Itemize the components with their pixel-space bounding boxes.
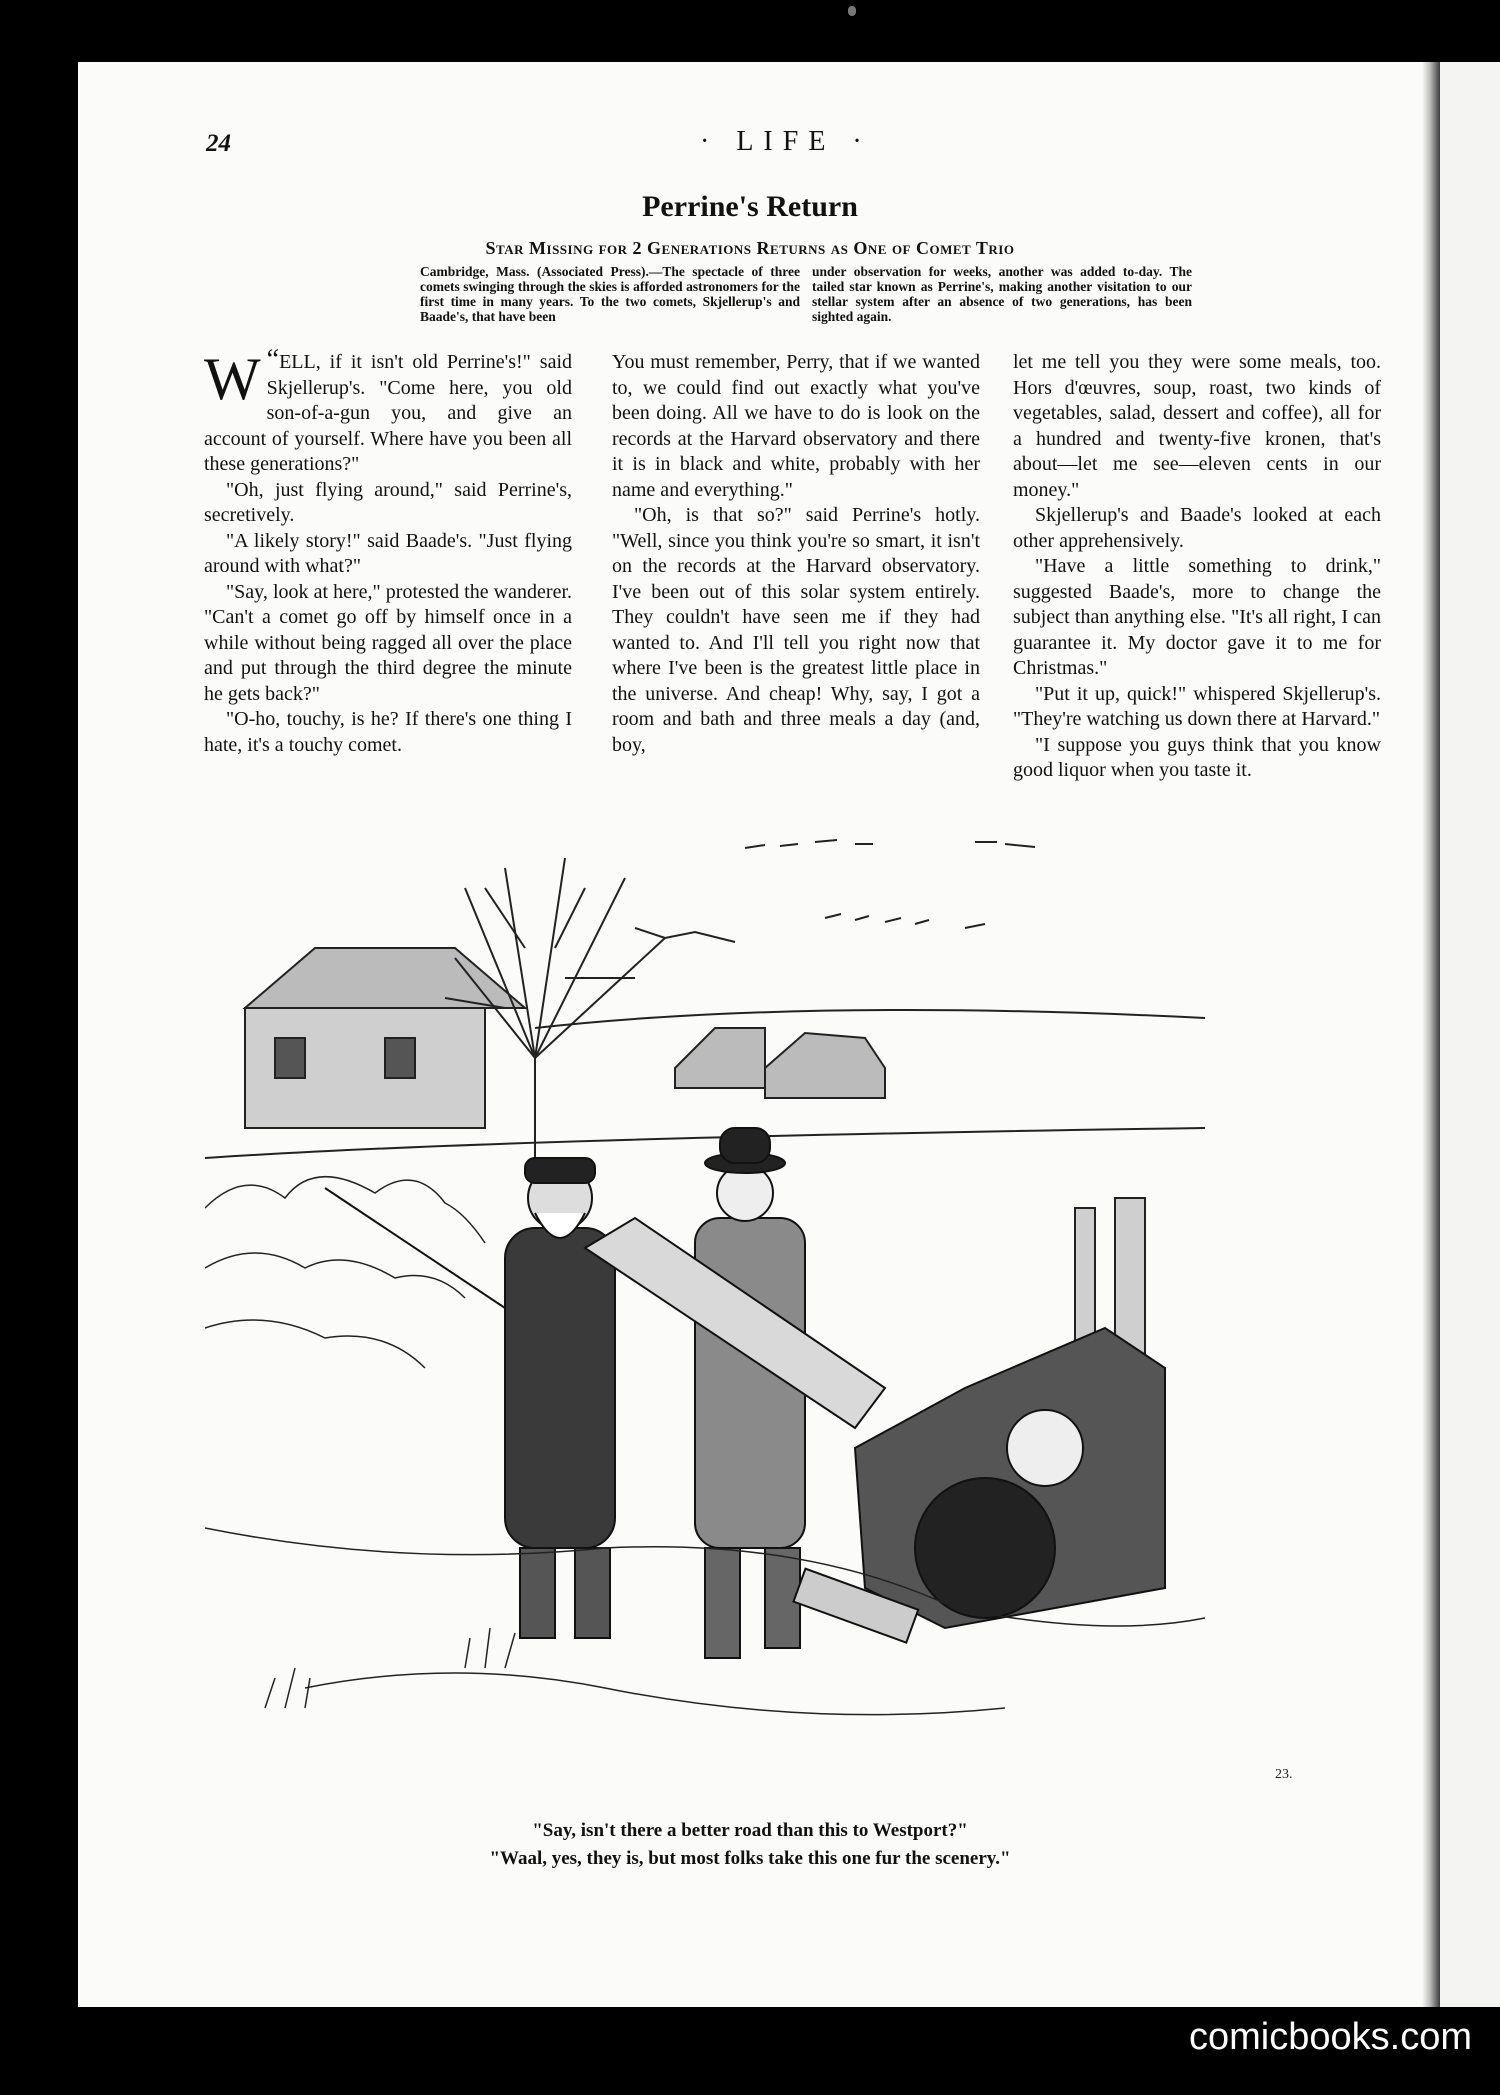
page-number: 24 bbox=[206, 130, 231, 157]
running-head: · LIFE · bbox=[700, 126, 872, 157]
paragraph: "I suppose you guys think that you know good liquor when you taste it. bbox=[1013, 733, 1381, 781]
paragraph: "Say, look at here," protested the wanderer. "Can't a comet go off by himself once in a while without being ragged all over the place and put through the third degree the minute he gets back?" bbox=[204, 580, 572, 705]
news-excerpt-left: Cambridge, Mass. (Associated Press).—The spectacle of three comets swinging through the skies is afforded astronomers for the first time in many years. To the two comets, Skjellerup's and Baade's, that have been bbox=[420, 264, 800, 324]
cartoon-caption-line-2: "Waal, yes, they is, but most folks take this one fur the scenery." bbox=[489, 1848, 1011, 1869]
cartoon-illustration bbox=[205, 828, 1355, 1818]
paragraph: "O-ho, touchy, is he? If there's one thing I hate, it's a touchy comet. bbox=[204, 708, 572, 756]
paragraph bbox=[204, 344, 572, 478]
cartoon-caption-line-1: "Say, isn't there a better road than this to Westport?" bbox=[532, 1820, 968, 1841]
paragraph: "Have a little something to drink," suggested Baade's, more to change the subject than anything else. "It's all right, I can guarantee it. My doctor gave it to me for Christmas." bbox=[1013, 555, 1381, 679]
paragraph: You must remember, Perry, that if we wanted to, we could find out exactly what you've been doing. All we have to do is look on the records at the Harvard observatory and there it is in black and white, probably with her name and everything." bbox=[612, 351, 980, 501]
article-subtitle: Star Missing for 2 Generations Returns as One of Comet Trio bbox=[485, 238, 1015, 258]
story-column-3 bbox=[1013, 350, 1381, 784]
paragraph-text: ELL, if it isn't old Perrine's!" said Skjellerup's. "Come here, you old son-of-a-gun you, and give an account of yourself. Where have you been all these generations?" bbox=[204, 351, 572, 475]
paragraph: "Put it up, quick!" whispered Skjellerup's. "They're watching us down there at Harvard." bbox=[1013, 682, 1381, 730]
story-column-2 bbox=[612, 350, 980, 758]
paragraph: "Oh, just flying around," said Perrine's, secretively. bbox=[204, 478, 572, 526]
paragraph: "Oh, is that so?" said Perrine's hotly. "Well, since you think you're so smart, it isn't on the records at the Harvard observatory. I've been out of this solar system entirely. They couldn't have seen me if they had wanted to. And I'll tell you right now that where I've been is the greatest little place in the universe. And cheap! Why, say, I got a room and bath and three meals a day (and, boy, bbox=[612, 504, 980, 756]
drop-quote: “ bbox=[266, 344, 280, 375]
paragraph: Skjellerup's and Baade's looked at each other apprehensively. bbox=[1013, 504, 1381, 552]
facing-page-edge bbox=[1440, 62, 1500, 2007]
story-column-1 bbox=[204, 344, 572, 758]
page-spine-shadow bbox=[1422, 62, 1442, 2007]
scan-mark bbox=[848, 6, 856, 16]
news-excerpt-right: under observation for weeks, another was added to-day. The tailed star known as Perrine's, making another visitation to our stellar system after an absence of two generations, has been sighted again. bbox=[812, 264, 1192, 324]
watermark: comicbooks.com bbox=[1189, 2016, 1472, 2058]
paragraph: let me tell you they were some meals, too. Hors d'œuvres, soup, roast, two kinds of vegetables, salad, dessert and coffee), all for a hundred and twenty-five kronen, that's about—let me see—eleven cents in our money." bbox=[1013, 351, 1381, 501]
article-title: Perrine's Return bbox=[642, 190, 858, 223]
artist-signature: 23. bbox=[1275, 1767, 1293, 1782]
drop-cap: W bbox=[204, 346, 261, 412]
paragraph: "A likely story!" said Baade's. "Just flying around with what?" bbox=[204, 529, 572, 577]
